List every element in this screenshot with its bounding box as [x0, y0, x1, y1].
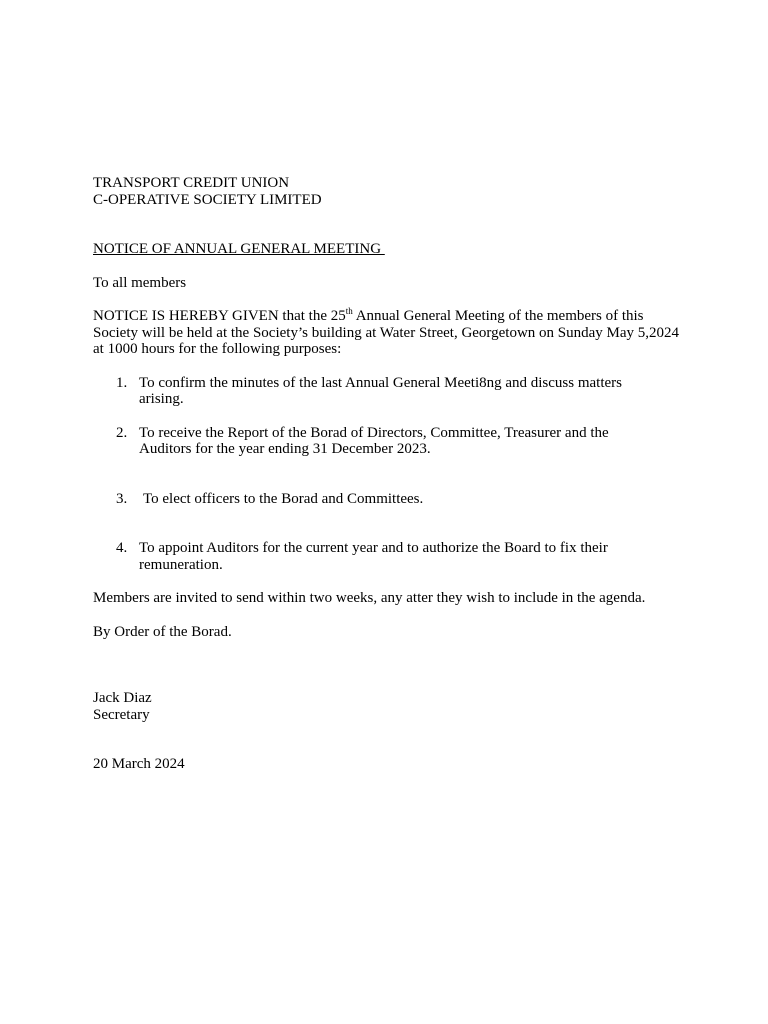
ordinal-suffix: th: [345, 306, 353, 316]
notice-title-text: NOTICE OF ANNUAL GENERAL MEETING: [93, 241, 385, 257]
closing-paragraph: [93, 590, 683, 607]
agenda-item-number: 3.: [116, 490, 128, 507]
agenda-item-number: 4.: [116, 540, 128, 556]
intro-text-rest: Annual General Meeting of the members of this Society will be held at the Society’s building at Water Street, Georgetown on Sunday May 5,2024 at 1000 hours for the following purposes:: [93, 308, 680, 357]
agenda-item: [93, 491, 683, 508]
signatory-name: Jack Diaz: [93, 690, 152, 706]
agenda-item-text: To appoint Auditors for the current year and to authorize the Board to fix their: [139, 540, 608, 556]
intro-text-start: NOTICE IS HEREBY GIVEN that the 25: [93, 308, 346, 324]
organization-name-line-2: C-OPERATIVE SOCIETY LIMITED: [93, 191, 322, 208]
letter-page: [93, 175, 683, 773]
agenda-item: [93, 375, 683, 408]
agenda-list: [93, 375, 683, 574]
agenda-item-text: arising.: [139, 391, 184, 407]
intro-paragraph: [93, 308, 683, 358]
agenda-item-number: 2.: [116, 424, 128, 441]
agenda-item-number: 1.: [116, 374, 128, 391]
order-line: By Order of the Borad.: [93, 623, 232, 640]
closing-text: Members are invited to send within two weeks, any atter they wish to include in the agenda.: [93, 590, 646, 606]
agenda-item-text: Auditors for the year ending 31 December 2023.: [139, 441, 431, 457]
organization-header: [93, 175, 683, 208]
agenda-item-text: To elect officers to the Borad and Committees.: [143, 490, 424, 507]
agenda-item-text: To receive the Report of the Borad of Directors, Committee, Treasurer and the: [139, 424, 609, 441]
signatory-title: Secretary: [93, 706, 150, 723]
agenda-item-text: remuneration.: [139, 556, 223, 573]
agenda-item: [93, 425, 683, 458]
agenda-item: [93, 540, 683, 573]
agenda-item-text: To confirm the minutes of the last Annual General Meeti8ng and discuss matters: [139, 374, 623, 391]
organization-name-line-1: TRANSPORT CREDIT UNION: [93, 175, 290, 191]
letter-date: 20 March 2024: [93, 756, 185, 772]
salutation: To all members: [93, 274, 187, 291]
notice-title: [93, 241, 683, 258]
